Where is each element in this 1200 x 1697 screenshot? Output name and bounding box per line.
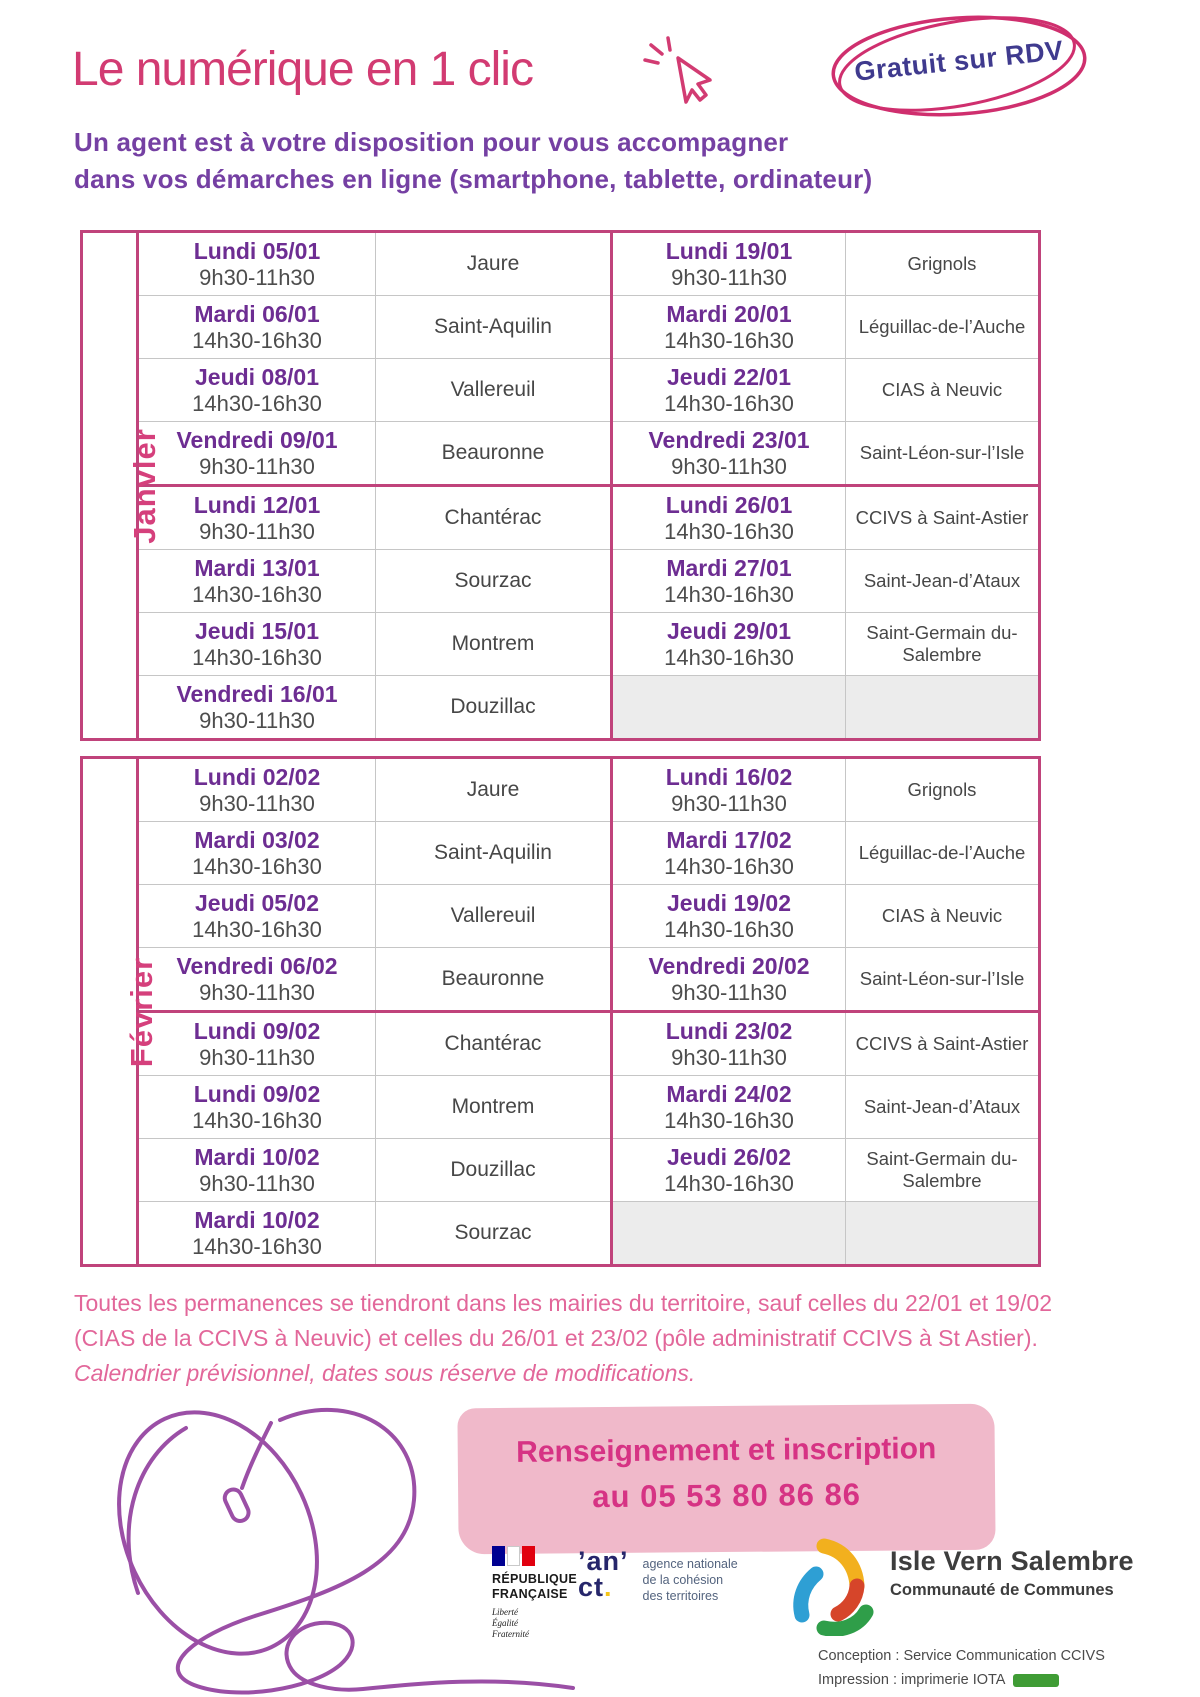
rf-motto1: Liberté xyxy=(492,1607,518,1617)
schedule-table-fevrier xyxy=(80,756,1041,1267)
imprimvert-logo xyxy=(1013,1674,1059,1687)
slot-time: 14h30-16h30 xyxy=(664,581,794,607)
slot-place-cell xyxy=(846,422,1040,486)
notes xyxy=(74,1286,1154,1356)
slot-place: Saint-Aquilin xyxy=(434,315,552,338)
table-row xyxy=(82,296,1040,359)
republique-francaise-logo xyxy=(492,1546,587,1640)
slot-place: Douzillac xyxy=(450,1158,536,1181)
slot-time: 9h30-11h30 xyxy=(199,790,315,816)
table-row xyxy=(82,1076,1040,1139)
slot-place: Montrem xyxy=(451,632,535,655)
slot-place: CCIVS à Saint-Astier xyxy=(855,1033,1029,1054)
table-row xyxy=(82,948,1040,1012)
slot-time: 9h30-11h30 xyxy=(199,707,315,733)
slot-datetime-cell xyxy=(138,948,376,1012)
subtitle xyxy=(74,124,872,198)
schedule-table-janvier xyxy=(80,230,1041,741)
slot-place-cell xyxy=(846,486,1040,550)
credits-conception: Conception : Service Communication CCIVS xyxy=(818,1648,1105,1664)
slot-place: Chantérac xyxy=(444,506,542,529)
slot-place: Jaure xyxy=(466,252,520,275)
slot-time: 9h30-11h30 xyxy=(199,453,315,479)
slot-place: Saint-Léon-sur-l’Isle xyxy=(859,442,1025,463)
slot-date: Jeudi 15/01 xyxy=(194,617,320,644)
rf-line1: RÉPUBLIQUE xyxy=(492,1572,577,1586)
slot-place: Jaure xyxy=(466,778,520,801)
pinwheel-icon xyxy=(786,1536,878,1636)
slot-datetime-cell xyxy=(612,359,846,422)
slot-time: 14h30-16h30 xyxy=(664,916,794,942)
slot-place-cell xyxy=(376,1076,612,1139)
anct-mark-top: ’an’ xyxy=(578,1546,629,1576)
slot-datetime-cell xyxy=(138,486,376,550)
badge-text: Gratuit sur RDV xyxy=(852,35,1065,87)
free-on-appointment-badge xyxy=(826,6,1092,126)
slot-place: CIAS à Neuvic xyxy=(881,905,1003,926)
slot-datetime-cell xyxy=(138,1012,376,1076)
slot-datetime-cell xyxy=(612,1076,846,1139)
slot-date: Lundi 05/01 xyxy=(193,237,321,264)
computer-mouse-drawing xyxy=(28,1388,588,1697)
slot-place: Vallereuil xyxy=(450,378,536,401)
notes-disclaimer: Calendrier prévisionnel, dates sous réserve de modifications. xyxy=(74,1360,696,1386)
contact-title: Renseignement et inscription xyxy=(516,1432,937,1469)
slot-date: Vendredi 20/02 xyxy=(648,952,810,979)
table-row xyxy=(82,1202,1040,1266)
anct-desc3: des territoires xyxy=(642,1589,719,1603)
rf-motto2: Égalité xyxy=(492,1618,518,1628)
slot-datetime-cell xyxy=(612,613,846,676)
slot-datetime-cell xyxy=(612,676,846,740)
slot-time: 9h30-11h30 xyxy=(671,264,787,290)
ivs-subtitle: Communauté de Communes xyxy=(890,1581,1114,1599)
slot-place-cell xyxy=(846,550,1040,613)
slot-place-cell xyxy=(846,1202,1040,1266)
slot-datetime-cell xyxy=(138,359,376,422)
slot-place: Saint-Germain du-Salembre xyxy=(866,1148,1018,1191)
slot-date: Lundi 09/02 xyxy=(193,1080,321,1107)
table-row xyxy=(82,676,1040,740)
anct-mark xyxy=(578,1548,629,1604)
slot-date: Lundi 23/02 xyxy=(665,1017,793,1044)
slot-place-cell xyxy=(376,359,612,422)
slot-place-cell xyxy=(846,885,1040,948)
anct-logo xyxy=(578,1548,738,1604)
slot-time: 14h30-16h30 xyxy=(192,853,322,879)
slot-date: Lundi 12/01 xyxy=(193,491,321,518)
slot-date: Lundi 26/01 xyxy=(665,491,793,518)
credits xyxy=(818,1644,1105,1692)
slot-time: 14h30-16h30 xyxy=(664,518,794,544)
slot-date: Lundi 19/01 xyxy=(665,237,793,264)
slot-datetime-cell xyxy=(138,1202,376,1266)
slot-time: 9h30-11h30 xyxy=(199,264,315,290)
slot-place-cell xyxy=(846,1076,1040,1139)
slot-date: Lundi 09/02 xyxy=(193,1017,321,1044)
isle-vern-salembre-logo xyxy=(786,1536,1134,1636)
slot-datetime-cell xyxy=(612,296,846,359)
slot-place: Léguillac-de-l’Auche xyxy=(858,842,1026,863)
slot-time: 9h30-11h30 xyxy=(199,1044,315,1070)
slot-time: 14h30-16h30 xyxy=(192,390,322,416)
slot-datetime-cell xyxy=(612,885,846,948)
mouse-icon xyxy=(28,1388,588,1697)
month-label: Février xyxy=(124,956,160,1067)
slot-datetime-cell xyxy=(138,885,376,948)
slot-datetime-cell xyxy=(612,948,846,1012)
slot-datetime-cell xyxy=(612,822,846,885)
slot-datetime-cell xyxy=(138,422,376,486)
slot-time: 9h30-11h30 xyxy=(671,790,787,816)
slot-place-cell xyxy=(376,758,612,822)
slot-place: Saint-Jean-d’Ataux xyxy=(863,1096,1021,1117)
ivs-name: Isle Vern Salembre xyxy=(890,1546,1134,1576)
slot-datetime-cell xyxy=(138,232,376,296)
slot-datetime-cell xyxy=(612,550,846,613)
slot-place: CIAS à Neuvic xyxy=(881,379,1003,400)
slot-place: Montrem xyxy=(451,1095,535,1118)
slot-place-cell xyxy=(846,758,1040,822)
slot-datetime-cell xyxy=(138,822,376,885)
slot-place-cell xyxy=(376,486,612,550)
slot-date: Mardi 13/01 xyxy=(194,554,320,581)
slot-place-cell xyxy=(846,232,1040,296)
slot-date: Jeudi 26/02 xyxy=(666,1143,792,1170)
rf-line2: FRANÇAISE xyxy=(492,1587,568,1601)
notes-line1: Toutes les permanences se tiendront dans les mairies du territoire, sauf celles du 22/01 et 19/02 xyxy=(74,1290,1053,1316)
slot-date: Jeudi 29/01 xyxy=(666,617,792,644)
slot-time: 14h30-16h30 xyxy=(192,916,322,942)
slot-place-cell xyxy=(376,948,612,1012)
slot-datetime-cell xyxy=(612,232,846,296)
slot-date: Jeudi 22/01 xyxy=(666,363,792,390)
slot-place: Beauronne xyxy=(441,441,545,464)
slot-date: Jeudi 05/02 xyxy=(194,889,320,916)
slot-date: Mardi 17/02 xyxy=(666,826,792,853)
slot-time: 9h30-11h30 xyxy=(199,1170,315,1196)
slot-datetime-cell xyxy=(612,1139,846,1202)
slot-place-cell xyxy=(376,822,612,885)
slot-place: Saint-Aquilin xyxy=(434,841,552,864)
table-row xyxy=(82,359,1040,422)
slot-place: Léguillac-de-l’Auche xyxy=(858,316,1026,337)
slot-time: 14h30-16h30 xyxy=(192,644,322,670)
slot-date: Vendredi 16/01 xyxy=(176,680,338,707)
table-row xyxy=(82,613,1040,676)
slot-place: Chantérac xyxy=(444,1032,542,1055)
slot-place-cell xyxy=(846,296,1040,359)
subtitle-line1: Un agent est à votre disposition pour vous accompagner xyxy=(74,127,789,157)
slot-datetime-cell xyxy=(138,1076,376,1139)
month-cell xyxy=(82,758,160,1266)
slot-datetime-cell xyxy=(612,758,846,822)
slot-date: Vendredi 09/01 xyxy=(176,426,338,453)
slot-datetime-cell xyxy=(138,676,376,740)
table-row xyxy=(82,550,1040,613)
slot-place-cell xyxy=(376,1139,612,1202)
table-row xyxy=(82,232,1040,296)
slot-datetime-cell xyxy=(612,422,846,486)
slot-place: Douzillac xyxy=(450,695,536,718)
slot-place-cell xyxy=(846,359,1040,422)
slot-time: 9h30-11h30 xyxy=(671,453,787,479)
contact-phone: au 05 53 80 86 86 xyxy=(592,1476,862,1515)
slot-time: 14h30-16h30 xyxy=(192,1107,322,1133)
slot-place-cell xyxy=(376,1012,612,1076)
slot-place-cell xyxy=(376,296,612,359)
slot-place: Saint-Jean-d’Ataux xyxy=(863,570,1021,591)
slot-datetime-cell xyxy=(138,550,376,613)
table-row xyxy=(82,486,1040,550)
credits-impression: Impression : imprimerie IOTA xyxy=(818,1672,1006,1688)
slot-date: Vendredi 23/01 xyxy=(648,426,810,453)
slot-time: 14h30-16h30 xyxy=(192,1233,322,1259)
slot-datetime-cell xyxy=(612,1202,846,1266)
slot-place-cell xyxy=(376,232,612,296)
slot-date: Mardi 24/02 xyxy=(666,1080,792,1107)
slot-place: Grignols xyxy=(907,253,977,274)
slot-time: 14h30-16h30 xyxy=(664,1170,794,1196)
table-row xyxy=(82,422,1040,486)
slot-datetime-cell xyxy=(138,758,376,822)
slot-datetime-cell xyxy=(612,486,846,550)
table-row xyxy=(82,885,1040,948)
subtitle-line2: dans vos démarches en ligne (smartphone, tablette, ordinateur) xyxy=(74,164,873,194)
slot-place-cell xyxy=(846,676,1040,740)
slot-time: 14h30-16h30 xyxy=(192,581,322,607)
table-row xyxy=(82,758,1040,822)
slot-date: Mardi 10/02 xyxy=(194,1143,320,1170)
click-cursor-icon xyxy=(640,34,720,123)
slot-place-cell xyxy=(846,948,1040,1012)
slot-datetime-cell xyxy=(612,1012,846,1076)
slot-place-cell xyxy=(376,676,612,740)
notes-line2: (CIAS de la CCIVS à Neuvic) et celles du 26/01 et 23/02 (pôle administratif CCIVS à St Astier). xyxy=(74,1325,1038,1351)
slot-place-cell xyxy=(376,1202,612,1266)
slot-place-cell xyxy=(846,1012,1040,1076)
slot-time: 9h30-11h30 xyxy=(671,979,787,1005)
table-row xyxy=(82,822,1040,885)
slot-place-cell xyxy=(376,613,612,676)
slot-place-cell xyxy=(846,822,1040,885)
slot-time: 14h30-16h30 xyxy=(664,644,794,670)
slot-datetime-cell xyxy=(138,1139,376,1202)
slot-place-cell xyxy=(376,550,612,613)
slot-time: 14h30-16h30 xyxy=(664,390,794,416)
slot-time: 9h30-11h30 xyxy=(199,979,315,1005)
slot-place: Saint-Léon-sur-l’Isle xyxy=(859,968,1025,989)
month-cell xyxy=(82,232,162,740)
slot-place: Beauronne xyxy=(441,967,545,990)
slot-date: Mardi 03/02 xyxy=(194,826,320,853)
rf-motto3: Fraternité xyxy=(492,1629,529,1639)
slot-place-cell xyxy=(846,1139,1040,1202)
slot-place-cell xyxy=(846,613,1040,676)
slot-date: Vendredi 06/02 xyxy=(176,952,338,979)
slot-time: 14h30-16h30 xyxy=(192,327,322,353)
anct-yellow-dot: . xyxy=(604,1572,613,1602)
slot-date: Lundi 16/02 xyxy=(665,763,793,790)
slot-date: Lundi 02/02 xyxy=(193,763,321,790)
anct-desc1: agence nationale xyxy=(642,1557,738,1571)
page-title: Le numérique en 1 clic xyxy=(72,43,533,96)
slot-place: Grignols xyxy=(907,779,977,800)
table-row xyxy=(82,1012,1040,1076)
slot-time: 9h30-11h30 xyxy=(671,1044,787,1070)
slot-date: Mardi 06/01 xyxy=(194,300,320,327)
anct-mark-bottom: ct xyxy=(578,1572,605,1602)
slot-date: Jeudi 08/01 xyxy=(194,363,320,390)
slot-datetime-cell xyxy=(138,613,376,676)
slot-date: Mardi 10/02 xyxy=(194,1206,320,1233)
slot-date: Mardi 20/01 xyxy=(666,300,792,327)
slot-date: Mardi 27/01 xyxy=(666,554,792,581)
slot-time: 14h30-16h30 xyxy=(664,853,794,879)
slot-place: Saint-Germain du-Salembre xyxy=(866,622,1018,665)
slot-time: 9h30-11h30 xyxy=(199,518,315,544)
month-label: Janvier xyxy=(126,427,162,544)
slot-time: 14h30-16h30 xyxy=(664,1107,794,1133)
slot-date: Jeudi 19/02 xyxy=(666,889,792,916)
slot-place: CCIVS à Saint-Astier xyxy=(855,507,1029,528)
slot-place-cell xyxy=(376,422,612,486)
table-row xyxy=(82,1139,1040,1202)
slot-time: 14h30-16h30 xyxy=(664,327,794,353)
anct-desc2: de la cohésion xyxy=(642,1573,724,1587)
slot-place: Sourzac xyxy=(454,569,532,592)
french-flag-icon xyxy=(492,1546,587,1566)
slot-place: Sourzac xyxy=(454,1221,532,1244)
slot-place: Vallereuil xyxy=(450,904,536,927)
slot-place-cell xyxy=(376,885,612,948)
slot-datetime-cell xyxy=(138,296,376,359)
